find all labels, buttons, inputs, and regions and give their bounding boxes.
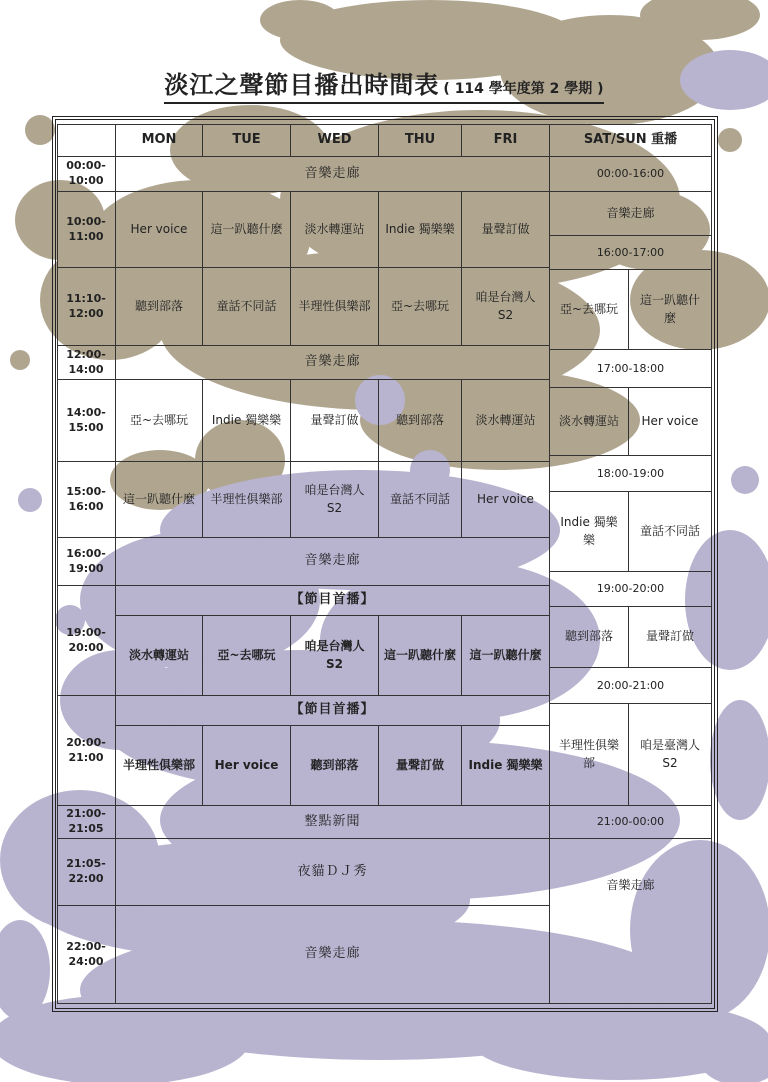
program-slot_14-tue-text: Indie 獨樂樂 [211,412,282,427]
program-slot_14-mon-text: 亞~去哪玩 [129,412,189,427]
program-slot_19-thu [379,616,462,696]
time-slot-8-text: 20:00- 21:00 [66,735,106,764]
weekend-program-2-left-text: 淡水轉運站 [558,413,619,428]
time-slot-10-text: 21:05- 22:00 [66,857,106,885]
program-slot_10-thu-text: Indie 獨樂樂 [385,221,455,236]
program-slot_20-thu-text: 量聲訂做 [395,757,444,772]
program-slot_20-mon [116,726,203,806]
weekend-program-5-right [629,704,712,806]
program-slot_14-wed [291,380,379,462]
weekend-program-5-left [550,704,629,806]
music-corridor-12-14-text: 音樂走廊 [304,354,361,370]
day-header-thu [379,124,462,157]
weekend-music-corridor-6 [550,839,712,1004]
program-slot_11-mon-text: 聽到部落 [134,298,183,313]
premiere-banner-19 [116,586,550,616]
weekend-program-2-right [629,388,712,456]
weekend-program-3-right-text: 童話不同話 [639,523,700,538]
weekend-time-0 [550,157,712,192]
program-slot_20-wed-text: 聽到部落 [310,757,359,772]
time-slot-9-text: 21:00- 21:05 [66,807,106,835]
program-slot_15-mon [116,462,203,538]
program-slot_15-thu-text: 童話不同話 [389,491,450,506]
time-slot-5 [57,462,116,538]
program-slot_19-thu-text: 這一趴聽什麼 [383,647,456,662]
day-header-fri [462,124,550,157]
premiere-banner-20-text: 【節目首播】 [290,702,375,718]
weekend-program-1-left [550,270,629,350]
program-slot_19-tue-text: 亞~去哪玩 [217,647,276,662]
program-slot_14-wed-text: 量聲訂做 [310,412,359,427]
weekend-program-5-left-text: 半理性俱樂部 [558,738,619,770]
time-slot-5-text: 15:00- 16:00 [66,484,106,513]
program-slot_10-wed [291,192,379,268]
program-slot_15-wed [291,462,379,538]
program-slot_10-thu [379,192,462,268]
weekend-program-4-left-text: 聽到部落 [564,629,613,644]
music-corridor-12-14 [116,346,550,380]
program-slot_15-fri [462,462,550,538]
hourly-news [116,806,550,839]
program-slot_14-tue [203,380,291,462]
program-slot_15-tue-text: 半理性俱樂部 [210,491,283,506]
program-slot_10-wed-text: 淡水轉運站 [304,221,365,236]
program-slot_19-fri-text: 這一趴聽什麼 [469,647,542,662]
program-slot_15-tue [203,462,291,538]
program-slot_20-fri [462,726,550,806]
music-corridor-00-10 [116,157,550,192]
program-slot_19-fri [462,616,550,696]
time-slot-4-text: 14:00- 15:00 [66,405,106,434]
program-slot_20-mon-text: 半理性俱樂部 [122,757,195,772]
weekend-music-corridor-6-text: 音樂走廊 [606,878,655,892]
program-slot_19-mon [116,616,203,696]
program-slot_11-fri-text: 咱是台灣人 S2 [475,290,536,322]
day-header-fri-text: FRI [493,131,518,147]
header-corner [57,124,116,157]
weekend-program-5-right-text: 咱是臺灣人 S2 [639,738,700,770]
time-slot-2-text: 11:10- 12:00 [66,291,106,320]
weekend-time-5-text: 20:00-21:00 [596,678,665,692]
program-slot_11-tue-text: 童話不同話 [216,298,277,313]
program-slot_10-mon [116,192,203,268]
program-slot_20-thu [379,726,462,806]
time-slot-3 [57,346,116,380]
program-slot_10-fri [462,192,550,268]
time-slot-1 [57,192,116,268]
time-slot-2 [57,268,116,346]
weekend-time-3 [550,456,712,492]
weekend-time-1-text: 16:00-17:00 [596,245,665,259]
music-corridor-16-19 [116,538,550,586]
program-slot_15-wed-text: 咱是台灣人 S2 [304,483,365,515]
weekend-program-4-left [550,607,629,668]
weekend-time-4-text: 19:00-20:00 [596,582,665,596]
day-header-mon-text: MON [141,131,177,147]
program-slot_15-mon-text: 這一趴聽什麼 [122,491,195,506]
day-header-thu-text: THU [404,131,436,147]
program-slot_11-fri [462,268,550,346]
music-corridor-22-24-text: 音樂走廊 [304,946,361,962]
night-owl-dj-show-text: 夜貓ＤＪ秀 [297,863,368,879]
program-slot_11-wed [291,268,379,346]
program-slot_19-wed [291,616,379,696]
time-slot-1-text: 10:00- 11:00 [66,214,106,243]
weekend-time-2-text: 17:00-18:00 [596,361,665,375]
premiere-banner-19-text: 【節目首播】 [290,592,375,608]
program-slot_10-fri-text: 量聲訂做 [481,221,530,236]
weekend-time-2 [550,350,712,388]
music-corridor-16-19-text: 音樂走廊 [304,553,361,569]
program-slot_14-fri-text: 淡水轉運站 [475,412,536,427]
program-slot_11-mon [116,268,203,346]
time-slot-4 [57,380,116,462]
program-slot_14-thu [379,380,462,462]
program-slot_19-mon-text: 淡水轉運站 [128,647,189,662]
weekend-program-3-left [550,492,629,572]
day-header-tue [203,124,291,157]
weekend-program-1-right-text: 這一趴聽什 麼 [639,293,700,325]
time-slot-10 [57,839,116,906]
program-slot_20-tue-text: Her voice [214,757,279,772]
time-slot-7 [57,586,116,696]
time-slot-6-text: 16:00- 19:00 [66,546,106,575]
weekend-time-4 [550,572,712,607]
time-slot-0 [57,157,116,192]
day-header-wed-text: WED [317,131,352,147]
program-slot_15-fri-text: Her voice [477,491,534,506]
program-slot_11-wed-text: 半理性俱樂部 [298,298,371,313]
weekend-program-3-left-text: Indie 獨樂 樂 [560,515,618,547]
program-slot_14-mon [116,380,203,462]
page-subtitle: ( 114 學年度第 2 學期 ) [443,81,604,97]
program-slot_20-wed [291,726,379,806]
night-owl-dj-show [116,839,550,906]
time-slot-7-text: 19:00- 20:00 [66,625,106,654]
weekend-header-text: SAT/SUN 重播 [583,131,678,147]
time-slot-3-text: 12:00- 14:00 [66,347,106,376]
weekend-time-0-text: 00:00-16:00 [596,167,665,181]
weekend-program-1-left-text: 亞~去哪玩 [559,301,619,316]
program-slot_14-thu-text: 聽到部落 [395,412,444,427]
premiere-banner-20 [116,696,550,726]
program-slot_10-tue-text: 這一趴聽什麼 [210,221,283,236]
day-header-wed [291,124,379,157]
weekend-time-5 [550,668,712,704]
program-slot_20-fri-text: Indie 獨樂樂 [468,757,543,772]
weekend-program-2-right-text: Her voice [641,413,699,428]
page-title: 淡江之聲節目播出時間表 [164,71,440,99]
music-corridor-00-10-text: 音樂走廊 [304,165,361,181]
weekend-time-6 [550,806,712,839]
weekend-header [550,124,712,157]
music-corridor-22-24 [116,906,550,1004]
weekend-program-4-right [629,607,712,668]
page-title-block [0,60,768,104]
day-header-tue-text: TUE [232,131,261,147]
hourly-news-text: 整點新聞 [304,813,361,829]
weekend-time-1 [550,236,712,270]
program-slot_10-mon-text: Her voice [130,221,188,236]
weekend-program-4-right-text: 量聲訂做 [645,629,694,644]
day-header-mon [116,124,203,157]
weekend-music-corridor-0 [550,192,712,236]
weekend-program-2-left [550,388,629,456]
program-slot_11-tue [203,268,291,346]
program-slot_10-tue [203,192,291,268]
time-slot-8 [57,696,116,806]
weekend-time-6-text: 21:00-00:00 [596,815,665,829]
time-slot-11 [57,906,116,1004]
program-slot_11-thu [379,268,462,346]
weekend-music-corridor-0-text: 音樂走廊 [606,205,655,220]
weekend-program-1-right [629,270,712,350]
program-slot_11-thu-text: 亞~去哪玩 [390,298,450,313]
time-slot-11-text: 22:00- 24:00 [66,939,106,968]
program-slot_19-tue [203,616,291,696]
program-slot_14-fri [462,380,550,462]
time-slot-6 [57,538,116,586]
program-slot_15-thu [379,462,462,538]
program-slot_20-tue [203,726,291,806]
time-slot-0-text: 00:00- 10:00 [66,159,106,187]
time-slot-9 [57,806,116,839]
program-slot_19-wed-text: 咱是台灣人 S2 [304,639,365,671]
weekend-time-3-text: 18:00-19:00 [596,466,665,480]
weekend-program-3-right [629,492,712,572]
